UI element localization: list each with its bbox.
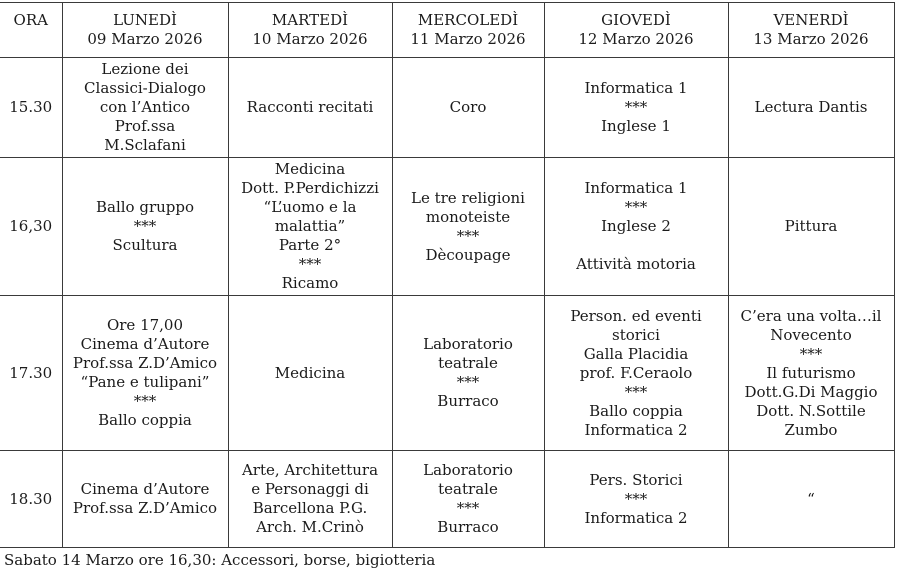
activity-line: Classici-Dialogo — [84, 79, 206, 97]
activity-line: C’era una volta…il — [740, 306, 882, 325]
activity-line: Cinema d’Autore — [80, 335, 210, 353]
table-row — [0, 158, 894, 296]
schedule-table — [0, 2, 895, 548]
activity-line: Laboratorio — [423, 461, 513, 479]
header-day-label: VENERDÌ — [773, 11, 849, 29]
activity-line: malattia” — [274, 217, 346, 235]
activity-line: *** — [624, 98, 648, 116]
activity-line: Medicina — [274, 160, 346, 178]
activity-line: Ore 17,00 — [106, 316, 184, 334]
activity-cell-giovedi — [544, 158, 728, 296]
time-cell — [0, 58, 62, 158]
table-row — [0, 58, 894, 158]
header-row — [0, 3, 894, 58]
header-date-label: 12 Marzo 2026 — [578, 30, 694, 48]
activity-line: “L’uomo e la — [263, 198, 357, 216]
activity-line: Arch. M.Crinò — [256, 518, 364, 536]
activity-line: Pers. Storici — [589, 470, 683, 489]
activity-cell-venerdi — [728, 58, 894, 158]
activity-line: Informatica 1 — [584, 79, 688, 97]
activity-line: “ — [807, 489, 815, 508]
activity-line: Le tre religioni — [411, 188, 525, 207]
activity-line: storici — [612, 325, 660, 344]
activity-cell-mercoledi — [392, 158, 544, 296]
activity-line: Inglese 1 — [601, 117, 671, 135]
activity-line: Informatica 2 — [584, 508, 688, 527]
schedule-page — [0, 2, 900, 572]
activity-cell-lunedi — [62, 158, 228, 296]
activity-cell-martedi — [228, 158, 392, 296]
activity-cell-mercoledi — [392, 296, 544, 451]
activity-line: Parte 2° — [278, 236, 342, 254]
footer-note: Sabato 14 Marzo ore 16,30: Accessori, borse, bigiotteria — [4, 551, 436, 569]
activity-line: Ballo gruppo — [95, 198, 195, 216]
activity-line: Prof.ssa — [114, 117, 176, 135]
activity-line: Prof.ssa Z.D’Amico — [72, 354, 218, 372]
activity-line: prof. F.Ceraolo — [579, 363, 693, 382]
activity-line: Dècoupage — [425, 245, 511, 264]
activity-line: Informatica 2 — [584, 420, 688, 439]
time-cell — [0, 296, 62, 451]
activity-line: Pittura — [784, 217, 838, 235]
activity-line: monoteiste — [425, 207, 511, 226]
activity-line: teatrale — [438, 480, 498, 498]
activity-cell-lunedi — [62, 58, 228, 158]
header-cell-mercoledi — [392, 3, 544, 58]
activity-line: M.Sclafani — [104, 136, 186, 154]
table-header — [0, 3, 894, 58]
time-label: 16,30 — [9, 217, 53, 235]
activity-cell-venerdi — [728, 451, 894, 548]
time-cell — [0, 451, 62, 548]
activity-line: Informatica 1 — [584, 179, 688, 197]
time-label: 17.30 — [9, 363, 53, 382]
activity-line: *** — [624, 489, 648, 508]
header-date-label — [3, 30, 59, 49]
header-cell-martedi — [228, 3, 392, 58]
activity-line: Lectura Dantis — [754, 98, 868, 116]
time-cell — [0, 158, 62, 296]
activity-cell-giovedi — [544, 58, 728, 158]
activity-cell-giovedi — [544, 296, 728, 451]
activity-cell-giovedi — [544, 451, 728, 548]
table-row — [0, 296, 894, 451]
activity-line: Il futurismo — [766, 363, 856, 382]
activity-line: Ricamo — [281, 274, 339, 292]
activity-cell-venerdi — [728, 158, 894, 296]
activity-line: Zumbo — [784, 420, 838, 439]
activity-cell-venerdi — [728, 296, 894, 451]
activity-line: *** — [456, 499, 480, 517]
activity-line: con l’Antico — [99, 98, 191, 116]
activity-line: Inglese 2 — [601, 217, 671, 235]
activity-cell-martedi — [228, 58, 392, 158]
activity-line: *** — [624, 382, 648, 401]
activity-line: Barcellona P.G. — [252, 499, 368, 517]
activity-line: Person. ed eventi — [570, 306, 702, 325]
activity-line: *** — [799, 344, 823, 363]
activity-cell-lunedi — [62, 296, 228, 451]
activity-line: Medicina — [274, 363, 346, 382]
header-day-label: GIOVEDÌ — [601, 11, 671, 29]
header-date-label: 10 Marzo 2026 — [252, 30, 368, 48]
header-date-label: 09 Marzo 2026 — [87, 30, 203, 48]
activity-cell-mercoledi — [392, 58, 544, 158]
activity-line: *** — [624, 198, 648, 216]
activity-cell-martedi — [228, 451, 392, 548]
header-day-label: ORA — [13, 11, 48, 29]
activity-line: Dott.G.Di Maggio — [744, 382, 878, 401]
activity-line: Arte, Architettura — [241, 461, 379, 479]
activity-line: Burraco — [437, 518, 499, 536]
activity-line: Galla Placidia — [583, 344, 689, 363]
time-label: 15.30 — [9, 98, 53, 116]
activity-line: *** — [456, 373, 480, 391]
header-date-label: 13 Marzo 2026 — [753, 30, 869, 48]
activity-cell-martedi — [228, 296, 392, 451]
table-body — [0, 58, 894, 548]
header-day-label: LUNEDÌ — [113, 11, 177, 29]
activity-line: *** — [133, 392, 157, 410]
activity-line: e Personaggi di — [251, 480, 369, 498]
activity-line: Ballo coppia — [589, 401, 683, 420]
header-cell-lunedi — [62, 3, 228, 58]
table-row — [0, 451, 894, 548]
activity-line: *** — [298, 255, 322, 273]
activity-line: Dott. N.Sottile — [756, 401, 866, 420]
activity-cell-lunedi — [62, 451, 228, 548]
header-cell-giovedi — [544, 3, 728, 58]
activity-line: Coro — [449, 98, 487, 116]
activity-line: Dott. P.Perdichizzi — [241, 179, 379, 197]
time-label: 18.30 — [9, 489, 53, 508]
activity-line: Prof.ssa Z.D’Amico — [72, 499, 218, 517]
activity-line: *** — [133, 217, 157, 235]
activity-line: Ballo coppia — [98, 411, 192, 429]
activity-line: Scultura — [112, 236, 178, 254]
activity-line: Racconti recitati — [246, 98, 374, 116]
activity-cell-mercoledi — [392, 451, 544, 548]
activity-line: Burraco — [437, 392, 499, 410]
activity-line: Novecento — [770, 325, 852, 344]
activity-line: Lezione dei — [101, 60, 189, 78]
activity-line: Laboratorio — [423, 335, 513, 353]
header-day-label: MERCOLEDÌ — [417, 11, 519, 29]
header-cell-ora — [0, 3, 62, 58]
header-date-label: 11 Marzo 2026 — [410, 30, 526, 48]
header-cell-venerdi — [728, 3, 894, 58]
header-day-label: MARTEDÌ — [271, 11, 349, 29]
activity-line: “Pane e tulipani” — [80, 373, 210, 391]
activity-line: *** — [456, 226, 480, 245]
activity-line: Cinema d’Autore — [80, 480, 210, 498]
activity-line: Attività motoria — [576, 255, 696, 273]
activity-line: teatrale — [438, 354, 498, 372]
blank-line — [548, 236, 725, 255]
